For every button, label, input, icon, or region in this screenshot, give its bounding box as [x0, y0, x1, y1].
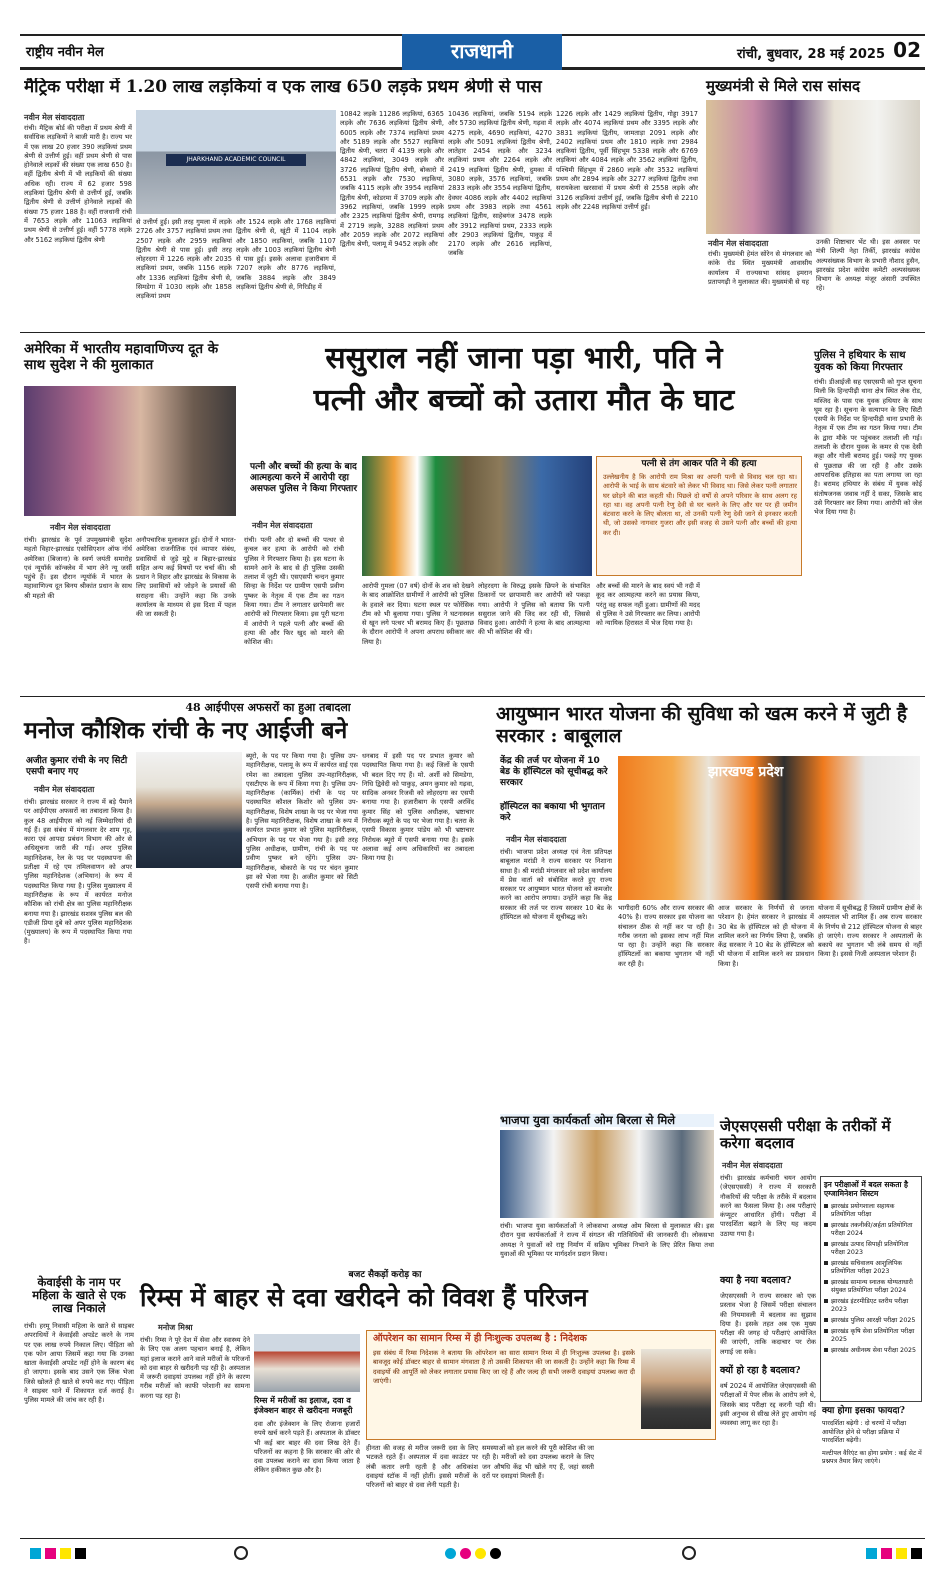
rims-box-title: ऑपरेशन का सामान रिम्स में ही निःशुल्क उपलब्ध है : निदेशक [373, 1333, 587, 1344]
jssc-exam-item: झारखंड उत्पाद सिपाही प्रतियोगिता परीक्षा 2023 [824, 1241, 920, 1257]
kyc-headline: केवाईसी के नाम पर महिला के खाते से एक लाख निकाले [32, 1275, 126, 1316]
bullet-icon [824, 1261, 828, 1265]
bullet-icon [824, 1242, 828, 1246]
ips-headline: मनोज कौशिक रांची के नए आईजी बने [24, 717, 348, 744]
jssc-byline: नवीन मेल संवाददाता [722, 1161, 783, 1170]
color-swatch [60, 1548, 71, 1559]
weapon-text: रांची। डीआईजी सह एसएसपी को गुप्त सूचना मिली कि हिन्दपीढ़ी थाना क्षेत्र स्थित लेक रोड, मस्जिद के पास एक युवक हथियार के साथ घूम रहा है। सूचना के सत्यापन के लिए सिटी एसपी के निर्देश पर हिन्दपीढ़ी थाना प्रभारी के नेतृत्व में एक टीम का गठन किया गया। टीम के द्वारा मौके पर पहुंचकर तलाशी ली गई। तलाशी के दौरान युवक के कमर से एक देसी कट्टा और गोली बरामद हुई। पकड़े गए युवक से पूछताछ की जा रही है और उसके आपराधिक इतिहास का पता लगाया जा रहा है। बरामद हथियार के संबंध में युवक कोई संतोषजनक जवाब नहीं दे सका, जिसके बाद उसे गिरफ्तार कर लिया गया। आरोपी को जेल भेज दिया गया है। [814, 378, 922, 517]
bjym-text: रांची। भाजपा युवा कार्यकर्ताओं ने लोकसभा अध्यक्ष ओम बिरला से मुलाकात की। इस दौरान युवा कार्यकर्ताओं ने राज्य में संगठन की गतिविधियों की जानकारी दी। लोकसभा अध्यक्ष ने युवाओं को राष्ट्र निर्माण में सक्रिय भूमिका निभाने के लिए प्रेरित किया तथा युवाओं की भूमिका पर मार्गदर्शन प्रदान किया। [500, 1222, 714, 1258]
bjym-headline: भाजपा युवा कार्यकर्ता ओम बिरला से मिले [500, 1114, 714, 1127]
color-swatch [911, 1548, 922, 1559]
matric-building-photo [136, 110, 336, 214]
jssc-sub2: क्यों हो रहा है बदलाव? [720, 1365, 801, 1376]
paper-name: राष्ट्रीय नवीन मेल [26, 45, 104, 60]
jssc-text: रांची। झारखंड कर्मचारी चयन आयोग (जेएसएससी) ने राज्य में सरकारी नौकरियों की परीक्षा के तरीके में बदलाव करने का फैसला किया है। अब परीक्षाएं कंप्यूटर आधारित होंगी। परीक्षा में पारदर्शिता बढ़ाने के लिए यह कदम उठाया गया है। [720, 1174, 816, 1238]
ayushman-col3: आज सरकार के निर्णयों से जनता परेशान है। हेमंत सरकार ने झारखंड में 30 बेड के हॉस्पिटल को ही योजना में शामिल करने का निर्णय लिया है, जबकि केंद्र सरकार ने 10 बेड के हॉस्पिटल को भी योजना में शामिल करने का प्रावधान किया है। [718, 904, 814, 968]
cm-col1: रांची। मुख्यमंत्री हेमंत सोरेन से मंगलवार को कांके रोड स्थित मुख्यमंत्री आवासीय कार्यालय में राज्यसभा सांसद इमरान प्रतापगढ़ी ने मुलाकात की। मुख्यमंत्री से यह [708, 250, 812, 286]
jssc-exam-item: झारखंड सचिवालय आशुलिपिक प्रतियोगिता परीक्षा 2023 [824, 1260, 920, 1276]
usa-meeting-photo [24, 386, 236, 516]
jssc-exam-box-title: इन परीक्षाओं में बदल सकता है एग्जामिनेशन सिस्टम [824, 1180, 909, 1198]
cm-meeting-photo [706, 100, 920, 234]
divider [20, 1538, 925, 1539]
jssc-exam-list [824, 1203, 920, 1358]
murder-col3: लोहरदगा के विरुद्ध इसके छिपने के संभावित ठिकानों पर छापामारी कर आरोपी को पकड़ा गया। आरोपी ने पुलिस को बताया कि पत्नी ससुराल जाने की जिद कर रही थी, जिससे विवाद हुआ। आरोपी ने हत्या के बाद आत्महत्या की भी कोशिश की थी। [478, 582, 590, 637]
ayushman-headline: आयुष्मान भारत योजना की सुविधा को खत्म करने में जुटी है सरकार : बाबूलाल [496, 703, 907, 747]
murder-box-title: पत्नी से तंग आकर पति ने की हत्या [641, 459, 757, 469]
usa-byline: नवीन मेल संवाददाता [50, 523, 111, 532]
cm-col2: उनकी शिष्टाचार भेंट थी। इस अवसर पर मंत्री शिल्पी नेहा तिर्की, झारखंड कांग्रेस अल्पसंख्यक विभाग के प्रभारी नौशाद हुसैन, झारखंड प्रदेश कांग्रेस कमेटी अल्पसंख्यक विभाग के अध्यक्ष मंजूर अंसारी उपस्थित रहे। [816, 238, 920, 293]
color-swatches-middle [445, 1548, 501, 1559]
jssc-exam-item: झारखंड तकनीकी/अर्हता प्रतियोगिता परीक्षा 2024 [824, 1222, 920, 1238]
ips-col1: रांची। झारखंड सरकार ने राज्य में बड़े पैमाने पर आईपीएस अफसरों का तबादला किया है। कुल 48 आईपीएस को नई जिम्मेदारियां दी गई हैं। इस संबंध में मंगलवार देर शाम गृह, कारा एवं आपदा प्रबंधन विभाग की ओर से अधिसूचना जारी की गई। अपर पुलिस महानिदेशक, रेल के पद पर पदस्थापना की प्रतीक्षा में रहे एम तमिलवाणन को अपर पुलिस महानिदेशक (अभियान) के रूप में पदस्थापित किया गया है। पुलिस मुख्यालय में महानिरीक्षक के रूप में कार्यरत मनोज कौशिक को रांची क्षेत्र का पुलिस महानिरीक्षक बनाया गया है। झारखंड सशस्त्र पुलिस बल की एडीजी प्रिया दुबे को अपर पुलिस महानिदेशक (मुख्यालय) के रूप में पदस्थापित किया गया है। [24, 798, 132, 946]
ayushman-col4: योजना में सूचीबद्ध हैं जिसमें ग्रामीण क्षेत्रों के अस्पताल भी शामिल हैं। अब राज्य सरकार के निर्णय से 212 हॉस्पिटल योजना से बाहर हो जाएंगे। राज्य सरकार ने अस्पतालों के बकाये का भुगतान भी लंबे समय से नहीं किया है। इससे निजी अस्पताल परेशान हैं। [818, 904, 922, 959]
jssc-exam-item: झारखंड अधीनस्थ सेवा परीक्षा 2025 [824, 1347, 920, 1355]
page-number: 02 [893, 38, 921, 62]
ayushman-col2: भागीदारी 60% और राज्य सरकार की 40% है। राज्य सरकार इस योजना का संचालन ठीक से नहीं कर पा रही है। गरीब जनता को इसका लाभ नहीं मिल पा रहा है। उन्होंने कहा कि सरकार हॉस्पिटलों का बकाया भुगतान भी नहीं कर रही है। [618, 904, 714, 968]
ips-byline: नवीन मेल संवाददाता [34, 785, 95, 794]
bullet-icon [824, 1223, 828, 1227]
color-swatch [445, 1548, 456, 1559]
color-swatch [475, 1548, 486, 1559]
jssc-headline: जेएसएससी परीक्षा के तरीकों में करेगा बदलाव [720, 1117, 891, 1153]
bullet-icon [824, 1280, 828, 1284]
ips-col1b [136, 872, 242, 1272]
rims-kicker: बजट सैकड़ों करोड़ का [348, 1270, 422, 1280]
color-swatches-right [866, 1548, 922, 1559]
jssc-exam-item: झारखंड कृषि सेवा प्रतियोगिता परीक्षा 2025 [824, 1328, 920, 1344]
masthead [20, 34, 925, 70]
murder-deck: पत्नी और बच्चों की हत्या के बाद आत्महत्या करने में आरोपी रहा असफल पुलिस ने किया गिरफ्तार [250, 462, 358, 494]
rims-col5 [598, 1444, 716, 1532]
ayushman-deck2: हॉस्पिटल का बकाया भी भुगतान करे [500, 802, 605, 823]
bullet-icon [824, 1348, 828, 1352]
color-swatches-left [30, 1548, 86, 1559]
divider [20, 696, 925, 697]
color-swatch [490, 1548, 501, 1559]
bjym-photo [500, 1130, 714, 1218]
bullet-icon [824, 1329, 828, 1333]
registration-mark [234, 1546, 248, 1560]
jssc-exam-item: झारखंड प्रयोगशाला सहायक प्रतियोगिता परीक्षा [824, 1203, 920, 1219]
murder-info-box [596, 456, 802, 576]
jssc-benefit-item: पारदर्शिता बढ़ेगी : दो चरणों में परीक्षा आयोजित होने से परीक्षा प्रक्रिया में पारदर्शिता बढ़ेगी। [822, 1420, 907, 1444]
rims-building-photo [254, 1334, 360, 1392]
matric-col2: से उत्तीर्ण हुईं। इसी तरह गुमला में लड़के 2726 और 3757 लड़कियां प्रथम तथा 2507 लड़के और 2959 लड़कियां द्वितीय श्रेणी से पास हुई। इसी तरह लोहरदगा में 1226 लड़के और 2035 लड़कियां प्रथम, जबकि 1156 लड़के और 1336 लड़कियां द्वितीय श्रेणी से, सिमडेगा में 1030 लड़के और 1858 लड़कियां प्रथम [136, 218, 232, 301]
ayushman-deck1: केंद्र की तर्ज पर योजना में 10 बेड के हॉस्पिटल को सूचीबद्ध करे सरकार [500, 756, 608, 788]
murder-byline: नवीन मेल संवाददाता [252, 521, 313, 530]
matric-col6: 1226 लड़के और 1429 लड़कियां द्वितीय, गोड्डा 3917 लड़के और 4074 लड़कियां प्रथम और 3395 लड़के और 3831 लड़कियां द्वितीय, जामताड़ा 2091 लड़के और 2402 लड़कियां प्रथम और 1810 लड़के तथा 2984 लड़कियां द्वितीय, पूर्वी सिंहभूम 5338 लड़के और 6769 लड़कियां और 4084 लड़के और 3562 लड़कियां द्वितीय, पश्चिमी सिंहभूम में 2860 लड़के और 3532 लड़कियां प्रथम और 2894 लड़के और 3277 लड़कियां द्वितीय तथा सरायकेला खरसावां में प्रथम श्रेणी से 2558 लड़के और 3126 लड़कियां उत्तीर्ण हुई, जबकि द्वितीय श्रेणी से 2210 लड़के और 2248 लड़कियां उत्तीर्ण हुईं। [556, 110, 698, 211]
bjp-press-photo [618, 756, 920, 900]
jssc-exam-box [820, 1176, 922, 1402]
jssc-benefit-item: मल्टीपल वैरिएंट का होगा प्रयोग : कई सेट में प्रश्नपत्र तैयार किए जाएंगे। [822, 1449, 922, 1465]
murder-col2: आरोपी गुमला (07 वर्ष) दोनों के शव को देखने के बाद आक्रोशित ग्रामीणों ने आरोपी को पुलिस के हवाले कर दिया। घटना स्थल पर फोरेंसिक टीम को भी बुलाया गया। पुलिस ने घटनास्थल से खून लगे पत्थर भी बरामद किए हैं। पूछताछ के दौरान आरोपी ने अपना अपराध स्वीकार कर लिया है। [362, 582, 474, 646]
matric-lead: रांची। मैट्रिक बोर्ड की परीक्षा में प्रथम श्रेणी में सर्वाधिक लड़कियों ने बाजी मारी है। राज्य भर में एक लाख 20 हजार 390 लड़कियां प्रथम श्रेणी से उत्तीर्ण हुई। वहीं प्रथम श्रेणी से पास होनेवाले लड़कों की संख्या एक लाख 650 है। वहीं द्वितीय श्रेणी में भी लड़कियों की संख्या अधिक रही। राज्य में 62 हजार 598 लड़कियां द्वितीय श्रेणी से उत्तीर्ण हुई, जबकि द्वितीय श्रेणी से उत्तीर्ण होनेवाले लड़कों की संख्या 75 हजार 188 है। वहीं राजधानी रांची में 7653 लड़के और 11063 लड़कियां प्रथम श्रेणी से उत्तीर्ण हुई। वहीं 5778 लड़के और 5162 लड़कियां द्वितीय श्रेणी [24, 124, 132, 244]
jssc-exam-item: झारखंड पुलिस आरक्षी परीक्षा 2025 [824, 1317, 920, 1325]
ips-col2: ब्यूरो, के पद पर किया गया है। पुलिस उप-महानिरीक्षक, पलामू के रूप में कार्यरत वाई एस रमेश का तबादला पुलिस उप-महानिरीक्षक, एसटीएफ के रूप में किया गया है। पुलिस उप-महानिरीक्षक (कार्मिक) रांची के पद पर पदस्थापित कौशल किशोर को पुलिस उप-महानिरीक्षक, विशेष शाखा के पद पर भेजा गया है। पुलिस महानिरीक्षक, विशेष शाखा के रूप में कार्यरत प्रभात कुमार को पुलिस महानिरीक्षक, अभियान के पद पर भेजा गया है। इसी तरह पुलिस अधीक्षक, ग्रामीण, रांची के पद पर प्रवीण पुष्कर बने रहेंगे। पुलिस उप-महानिरीक्षक, बोकारो के पद पर चंदन कुमार झा को भेजा गया है। अजीत कुमार को सिटी एसपी रांची बनाया गया है। [246, 752, 358, 891]
bullet-icon [824, 1299, 828, 1303]
color-swatch [75, 1548, 86, 1559]
rims-col4: समस्याओं को हल करने की पूरी कोशिश की जा रही है। मरीजों को दवा उपलब्ध कराने के लिए जन औषधि केंद्र भी खोले गए हैं, जहां सस्ती दरों पर दवाइयां मिलती हैं। [482, 1444, 594, 1480]
color-swatch [30, 1548, 41, 1559]
dateline: रांची, बुधवार, 28 मई 2025 [736, 47, 885, 62]
murder-headline-line1: ससुराल नहीं जाना पड़ा भारी, पति ने [325, 341, 723, 376]
rims-deck: रिम्स में मरीजों का इलाज, दवा व इंजेक्शन बाहर से खरीदना मजबूरी [254, 1396, 353, 1415]
divider [20, 332, 925, 333]
matric-col4: 10842 लड़के 11286 लड़कियां, 6365 लड़के और 7636 लड़कियां द्वितीय श्रेणी, 6005 लड़के और 7374 लड़कियां प्रथम और 5189 लड़के और 5527 लड़कियां द्वितीय श्रेणी, चतरा में 4139 लड़के और 4842 लड़कियां, 3049 लड़के और 3726 लड़कियां द्वितीय श्रेणी, बोकारो में 6531 लड़के और 7530 लड़कियां, जबकि 4115 लड़के और 3954 लड़कियां द्वितीय श्रेणी, कोडरमा में 3709 लड़के और 3962 लड़कियां, जबकि 1999 लड़के और 2325 लड़कियां द्वितीय श्रेणी, रामगढ़ में 2719 लड़के, 3288 लड़कियां प्रथम और 2059 लड़के और 2072 लड़कियां द्वितीय श्रेणी, पलामू में 9452 लड़के और [340, 110, 444, 249]
bjp-banner-text: झारखण्ड प्रदेश [708, 764, 784, 780]
jssc-text3: वर्ष 2024 में आयोजित जेएसएससी की परीक्षाओं में पेपर लीक के आरोप लगे थे, जिसके बाद परीक्षा रद्द करनी पड़ी थी। इसी अनुभव से सीख लेते हुए आयोग नई व्यवस्था लागू कर रहा है। [720, 1382, 816, 1428]
ips-deck: अजीत कुमार रांची के नए सिटी एसपी बनाए गए [26, 756, 128, 777]
police-press-photo [362, 456, 592, 576]
color-swatch [866, 1548, 877, 1559]
weapon-col-continued [704, 582, 808, 692]
ayushman-col1: रांची। भाजपा प्रदेश अध्यक्ष एवं नेता प्रतिपक्ष बाबूलाल मरांडी ने राज्य सरकार पर निशाना साधा है। श्री मरांडी मंगलवार को प्रदेश कार्यालय में प्रेस वार्ता को संबोधित करते हुए राज्य सरकार पर आयुष्मान भारत योजना को कमजोर करने का आरोप लगाया। उन्होंने कहा कि केंद्र सरकार की तर्ज पर राज्य सरकार 10 बेड के हॉस्पिटल को योजना में सूचीबद्ध करे। [500, 848, 612, 922]
murder-headline-line2: पत्नी और बच्चों को उतारा मौत के घाट [313, 383, 735, 418]
cm-headline: मुख्यमंत्री से मिले रास सांसद [706, 77, 860, 95]
jssc-exam-item: झारखंड सामान्य स्नातक योग्यताधारी संयुक्त प्रतियोगिता परीक्षा 2024 [824, 1279, 920, 1295]
jssc-benefit-title: क्या होगा इसका फायदा? [822, 1406, 905, 1416]
rims-col3: हीनता की वजह से मरीज जरूरी दवा के लिए भटकते रहते हैं। अस्पताल में दवा काउंटर पर लंबी कतार लगी रहती है और अधिकांश दवाइयां स्टॉक में नहीं होतीं। इससे मरीजों के परिजनों को बाहर से दवा लेनी पड़ती है। [366, 1444, 478, 1490]
rims-col2: दवा और इंजेक्शन के लिए रोजाना हजारों रुपये खर्च करने पड़ते हैं। अस्पताल के डॉक्टर भी कई बार बाहर की दवा लिख देते हैं। परिजनों का कहना है कि सरकार की ओर से दवा उपलब्ध कराने का दावा किया जाता है लेकिन हकीकत कुछ और है। [254, 1420, 360, 1475]
rims-headline: रिम्स में बाहर से दवा खरीदने को विवश हैं परिजन [140, 1283, 588, 1312]
kyc-text: रांची। हरमू निवासी महिला के खाते से साइबर अपराधियों ने केवाईसी अपडेट करने के नाम पर एक लाख रुपये निकाल लिए। पीड़िता को एक फोन आया जिसमें कहा गया कि उनका खाता केवाईसी अपडेट नहीं होने के कारण बंद हो जाएगा। इसके बाद उसने एक लिंक भेजा जिसे खोलते ही खाते से रुपये कट गए। पीड़िता ने साइबर थाने में शिकायत दर्ज कराई है। पुलिस मामले की जांच कर रही है। [24, 1322, 134, 1405]
matric-col3: और 1524 लड़के और 1768 लड़कियां द्वितीय श्रेणी से, खूंटी में 1104 लड़के और 1850 लड़कियां, जबकि 1107 लड़के और 1003 लड़कियां द्वितीय श्रेणी से पास हुई। इसके अलावा हजारीबाग में 7207 लड़के और 8776 लड़कियां, जबकि 3884 लड़के और 3849 लड़कियां द्वितीय श्रेणी से, गिरिडीह में [236, 218, 336, 292]
ayushman-byline: नवीन मेल संवाददाता [506, 835, 567, 844]
bullet-icon [824, 1204, 828, 1208]
rims-director-box [366, 1330, 716, 1440]
cm-byline: नवीन मेल संवाददाता [708, 239, 769, 248]
weapon-headline: पुलिस ने हथियार के साथ युवक को किया गिरफ्तार [814, 350, 906, 373]
color-swatch [896, 1548, 907, 1559]
jssc-sub1: क्या है नया बदलाव? [720, 1275, 792, 1286]
section-tab: राजधानी [402, 34, 562, 70]
color-swatch [881, 1548, 892, 1559]
registration-mark [682, 1546, 696, 1560]
ips-col3: धनबाद में इसी पद पर प्रभात कुमार को पदस्थापित किया गया है। कई जिलों के एसपी भी बदल दिए गए हैं। मो. अर्शी को सिमडेगा, निधि द्विवेदी को पाकुड़, अमन कुमार को गढ़वा, सादिक अनवर रिजवी को लोहरदगा का एसपी बनाया गया है। हजारीबाग के एसपी अरविंद कुमार सिंह को पुलिस अधीक्षक, भ्रष्टाचार निरोधक ब्यूरो के पद पर भेजा गया है। चतरा के एसपी विकास कुमार पांडेय को भी भ्रष्टाचार निरोधक ब्यूरो में एसपी बनाया गया है। इसके अलावा कई अन्य अधिकारियों का तबादला किया गया है। [362, 752, 474, 863]
rims-director-photo [641, 1349, 711, 1429]
color-swatch [45, 1548, 56, 1559]
rims-box-text: इस संबंध में रिम्स निदेशक ने बताया कि ऑपरेशन का सारा सामान रिम्स में ही निःशुल्क उपलब्ध है। इसके बावजूद कोई डॉक्टर बाहर से सामान मंगवाता है तो उसकी शिकायत की जा सकती है। उन्होंने कहा कि रिम्स में दवाइयों की आपूर्ति को लेकर लगातार प्रयास किए जा रहे हैं और जल्द ही सभी जरूरी दवाइयां उपलब्ध करा दी जाएंगी। [373, 1349, 635, 1385]
matric-byline: नवीन मेल संवाददाता [24, 113, 85, 122]
bullet-icon [824, 1318, 828, 1322]
matric-photo-caption: JHARKHAND ACADEMIC COUNCIL [166, 154, 306, 166]
murder-col1: रांची। पत्नी और दो बच्चों की पत्थर से कुचल कर हत्या के आरोपी को रांची पुलिस ने गिरफ्तार किया है। इस घटना के सामने आने के बाद से ही पुलिस उसकी तलाश में जुटी थी। एसएसपी चन्दन कुमार सिन्हा के निर्देश पर ग्रामीण एसपी प्रवीण पुष्कर के नेतृत्व में एक टीम का गठन किया गया। टीम ने लगातार छापेमारी कर आरोपी को गिरफ्तार किया। इस पूरी घटना में आरोपी ने पहले पत्नी और बच्चों की हत्या की और फिर खुद को मारने की कोशिश की। [244, 536, 344, 647]
jssc-exam-item: झारखंड इंटरमीडिएट स्तरीय परीक्षा 2023 [824, 1298, 920, 1314]
usa-col2: अनौपचारिक मुलाकात हुई। दोनों ने भारत-अमेरिका राजनीतिक एवं व्यापार संबंध, प्रवासियों से जुड़े मुद्दे व बिहार-झारखंड सहित अन्य कई विषयों पर चर्चा की। श्री प्रधान ने विहार और झारखंड के विकास के लिए प्रवासियों को जोड़ने के प्रयासों की सराहना की। उन्होंने कहा कि उनके कार्यालय के माध्यम से इस दिशा में पहल की जा सकती है। [136, 536, 236, 619]
usa-col1: रांची। झारखंड के पूर्व उपमुख्यमंत्री सुदेश महतो विहार-झारखंड एसोसिएशन ऑफ नॉर्थ अमेरिका (बिजाना) के स्वर्ण जयंती समारोह एवं न्यूयॉर्क कॉन्क्लेव में भाग लेने न्यू जर्सी पहुंचे हैं। इस दौरान न्यूयॉर्क में भारत के महावाणिज्य दूत बिनय श्रीकांत प्रधान के साथ श्री महतो की [24, 536, 132, 600]
usa-headline: अमेरिका में भारतीय महावाणिज्य दूत के साथ सुदेश ने की मुलाकात [24, 341, 219, 373]
matric-col5: 10436 लड़कियां, जबकि 5194 लड़के और 5730 लड़कियां द्वितीय श्रेणी, गढ़वा में 4275 लड़के, 4690 लड़कियां, 4270 लड़के और 5091 लड़कियां द्वितीय श्रेणी, लातेहार 2454 लड़के और 3234 लड़कियां प्रथम और 2264 लड़के और 2419 लड़कियां द्वितीय श्रेणी, दुमका में 3080 लड़के, 3576 लड़कियां, जबकि 2833 लड़के और 3554 लड़कियां द्वितीय, देवघर 4086 लड़के और 4402 लड़कियां प्रथम और 3983 लड़के तथा 4561 लड़कियां द्वितीय, साहेबगंज 3478 लड़के और 3912 लड़कियां प्रथम, 2333 लड़के और 2903 लड़कियां द्वितीय, पाकुड़ में 2170 लड़के और 2616 लड़कियां, जबकि [448, 110, 552, 258]
jssc-benefit-list [822, 1420, 922, 1471]
murder-col4: और बच्चों की मारने के बाद स्वयं भी नदी में कूद कर आत्महत्या करने का प्रयास किया, परंतु वह सफल नहीं हुआ। ग्रामीणों की मदद से पुलिस ने उसे गिरफ्तार कर लिया। आरोपी को न्यायिक हिरासत में भेज दिया गया है। [596, 582, 700, 628]
matric-headline: मैट्रिक परीक्षा में 1.20 लाख लड़कियां व एक लाख 650 लड़के प्रथम श्रेणी से पास [24, 78, 542, 97]
ips-kicker: 48 आईपीएस अफसरों का हुआ तबादला [185, 701, 351, 714]
rims-col1: रांची। रिम्स ने पूरे देश में सेवा और स्वास्थ्य देने के लिए एक अलग पहचान बनाई है, लेकिन यहां इलाज कराने आने वाले मरीजों के परिजनों को दवा बाहर से खरीदनी पड़ रही है। अस्पताल में जरूरी दवाइयां उपलब्ध नहीं होने के कारण गरीब मरीजों को काफी परेशानी का सामना करना पड़ रहा है। [140, 1336, 250, 1400]
jssc-text2: जेएसएससी ने राज्य सरकार को एक प्रस्ताव भेजा है जिसमें परीक्षा संचालन की नियमावली में बदलाव का सुझाव दिया है। इसके तहत अब एक मुख्य परीक्षा की जगह दो परीक्षाएं आयोजित की जाएंगी, ताकि कदाचार पर रोक लगाई जा सके। [720, 1292, 816, 1356]
murder-box-text: उल्लेखनीय है कि आरोपी राम मिश्रा का अपनी पत्नी से विवाद चल रहा था। आरोपी के भाई के साथ बंटवारे को लेकर भी विवाद था। जिसे लेकर पत्नी लगातार घर छोड़ने की बात कहती थी। पिछले दो वर्षों से अपने परिवार के साथ अलग रह रहा था। वह अपनी पत्नी रेणु देवी से घर चलने के लिए और घर पर ही जमीन बंटवारा करने के लिए बोलता था, तो उनकी पत्नी रेणु देवी जाने से इनकार करती थी, जो उसको नागवार गुजरा और इसी वजह से उसने पत्नी और बच्चों की हत्या कर दी। [603, 473, 797, 537]
rims-byline: मनोज मिश्रा [158, 1323, 193, 1332]
ips-officer-photo [136, 752, 242, 868]
color-swatch [460, 1548, 471, 1559]
